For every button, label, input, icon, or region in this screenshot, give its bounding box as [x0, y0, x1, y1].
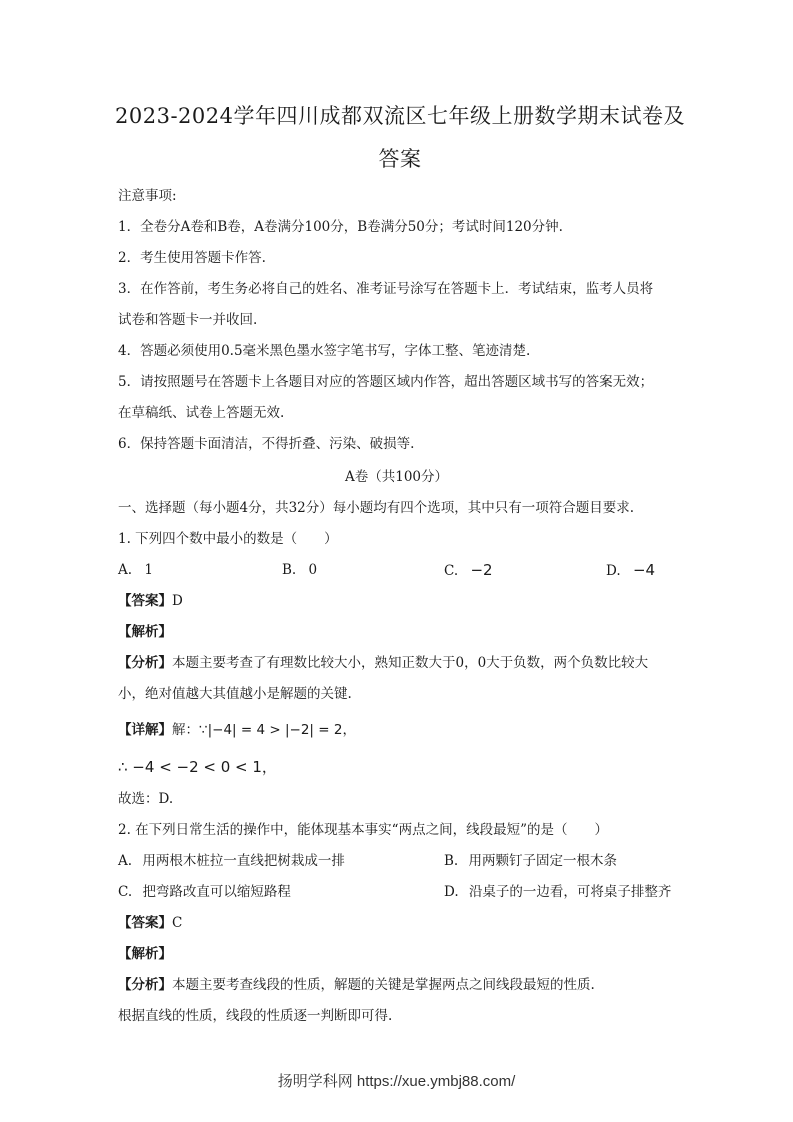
- answer-tag: 【答案】: [118, 593, 172, 609]
- option-value: −2: [470, 561, 493, 579]
- document-title-line1: 2023-2024学年四川成都双流区七年级上册数学期末试卷及: [115, 104, 685, 128]
- document-title-line2: 答案: [378, 147, 422, 171]
- option-letter: A.: [118, 562, 133, 578]
- answer-tag: 【答案】: [118, 915, 172, 931]
- option-text: 把弯路改直可以缩短路程: [142, 884, 291, 900]
- answer-value: C: [172, 915, 183, 931]
- answer-value: D: [172, 593, 183, 609]
- fenxi-tag: 【分析】: [118, 655, 172, 671]
- part1-intro: 一、选择题（每小题4分，共32分）每小题均有四个选项，其中只有一项符合题目要求.: [118, 500, 635, 516]
- detail-prefix: 解：: [172, 722, 199, 738]
- option-letter: B.: [282, 562, 297, 578]
- option-value: −4: [632, 561, 656, 579]
- q2-answer-line: [118, 913, 182, 933]
- fenxi-text: 本题主要考查线段的性质，解题的关键是掌握两点之间线段最短的性质.: [172, 977, 595, 993]
- option-letter: C.: [118, 884, 133, 900]
- q1-option-a: [118, 560, 153, 580]
- question-2-stem: 2. 在下列日常生活的操作中，能体现基本事实“两点之间，线段最短”的是（ ）: [118, 822, 608, 838]
- footer-watermark: 扬明学科网 https://xue.ymbj88.com/: [277, 1073, 516, 1090]
- option-value: 0: [308, 562, 318, 578]
- q2-fenxi-line1: [118, 975, 595, 995]
- option-value: 1: [144, 562, 153, 578]
- option-letter: C.: [444, 563, 459, 579]
- q1-option-b: [282, 560, 317, 580]
- notice-item: 1．全卷分A卷和B卷，A卷满分100分，B卷满分50分；考试时间120分钟.: [118, 219, 563, 235]
- q2-option-c: [118, 882, 291, 902]
- q1-fenxi-line1: [118, 653, 648, 673]
- q2-option-d: [444, 882, 671, 902]
- q2-option-a: [118, 851, 345, 871]
- q2-option-b: [444, 851, 617, 871]
- notice-item: 3．在作答前，考生务必将自己的姓名、准考证号涂写在答题卡上．考试结束，监考人员将: [118, 281, 654, 297]
- detail-math: ∵|−4| = 4 > |−2| = 2，: [199, 722, 356, 738]
- notice-item: 2．考生使用答题卡作答.: [118, 250, 266, 266]
- option-text: 沿桌子的一边看，可将桌子排整齐: [468, 884, 672, 900]
- option-letter: B.: [444, 853, 459, 869]
- notice-item: 试卷和答题卡一并收回.: [118, 312, 258, 328]
- q1-option-d: [606, 560, 655, 581]
- fenxi-tag: 【分析】: [118, 977, 172, 993]
- notice-heading: 注意事项:: [118, 188, 177, 204]
- notice-item: 6．保持答题卡面清洁，不得折叠、污染、破损等.: [118, 436, 415, 452]
- q1-fenxi-line2: 小，绝对值越大其值越小是解题的关键.: [118, 686, 352, 702]
- question-1-stem: 1. 下列四个数中最小的数是（ ）: [118, 531, 338, 547]
- option-letter: D.: [606, 563, 621, 579]
- q1-choose-line: 故选：D.: [118, 791, 174, 807]
- q1-option-c: [444, 560, 493, 581]
- q1-detail-line: [118, 720, 356, 740]
- q2-analysis-tag: 【解析】: [118, 946, 172, 962]
- option-letter: A.: [118, 853, 133, 869]
- section-a-heading: A卷（共100分）: [344, 469, 449, 485]
- notice-item: 4．答题必须使用0.5毫米黑色墨水签字笔书写，字体工整、笔迹清楚.: [118, 343, 531, 359]
- notice-item: 5．请按照题号在答题卡上各题目对应的答题区域内作答，超出答题区域书写的答案无效；: [118, 374, 654, 390]
- detail-tag: 【详解】: [118, 722, 172, 738]
- option-letter: D.: [444, 884, 459, 900]
- option-text: 用两根木桩拉一直线把树栽成一排: [142, 853, 345, 869]
- q1-answer-line: [118, 591, 183, 611]
- option-text: 用两颗钉子固定一根木条: [468, 853, 618, 869]
- fenxi-text: 本题主要考查了有理数比较大小，熟知正数大于0，0大于负数，两个负数比较大: [172, 655, 649, 671]
- q1-analysis-tag: 【解析】: [118, 624, 172, 640]
- q1-therefore-line: ∴ −4 < −2 < 0 < 1，: [118, 758, 277, 776]
- notice-item: 在草稿纸、试卷上答题无效.: [118, 405, 285, 421]
- q2-fenxi-line2: 根据直线的性质，线段的性质逐一判断即可得.: [118, 1008, 393, 1024]
